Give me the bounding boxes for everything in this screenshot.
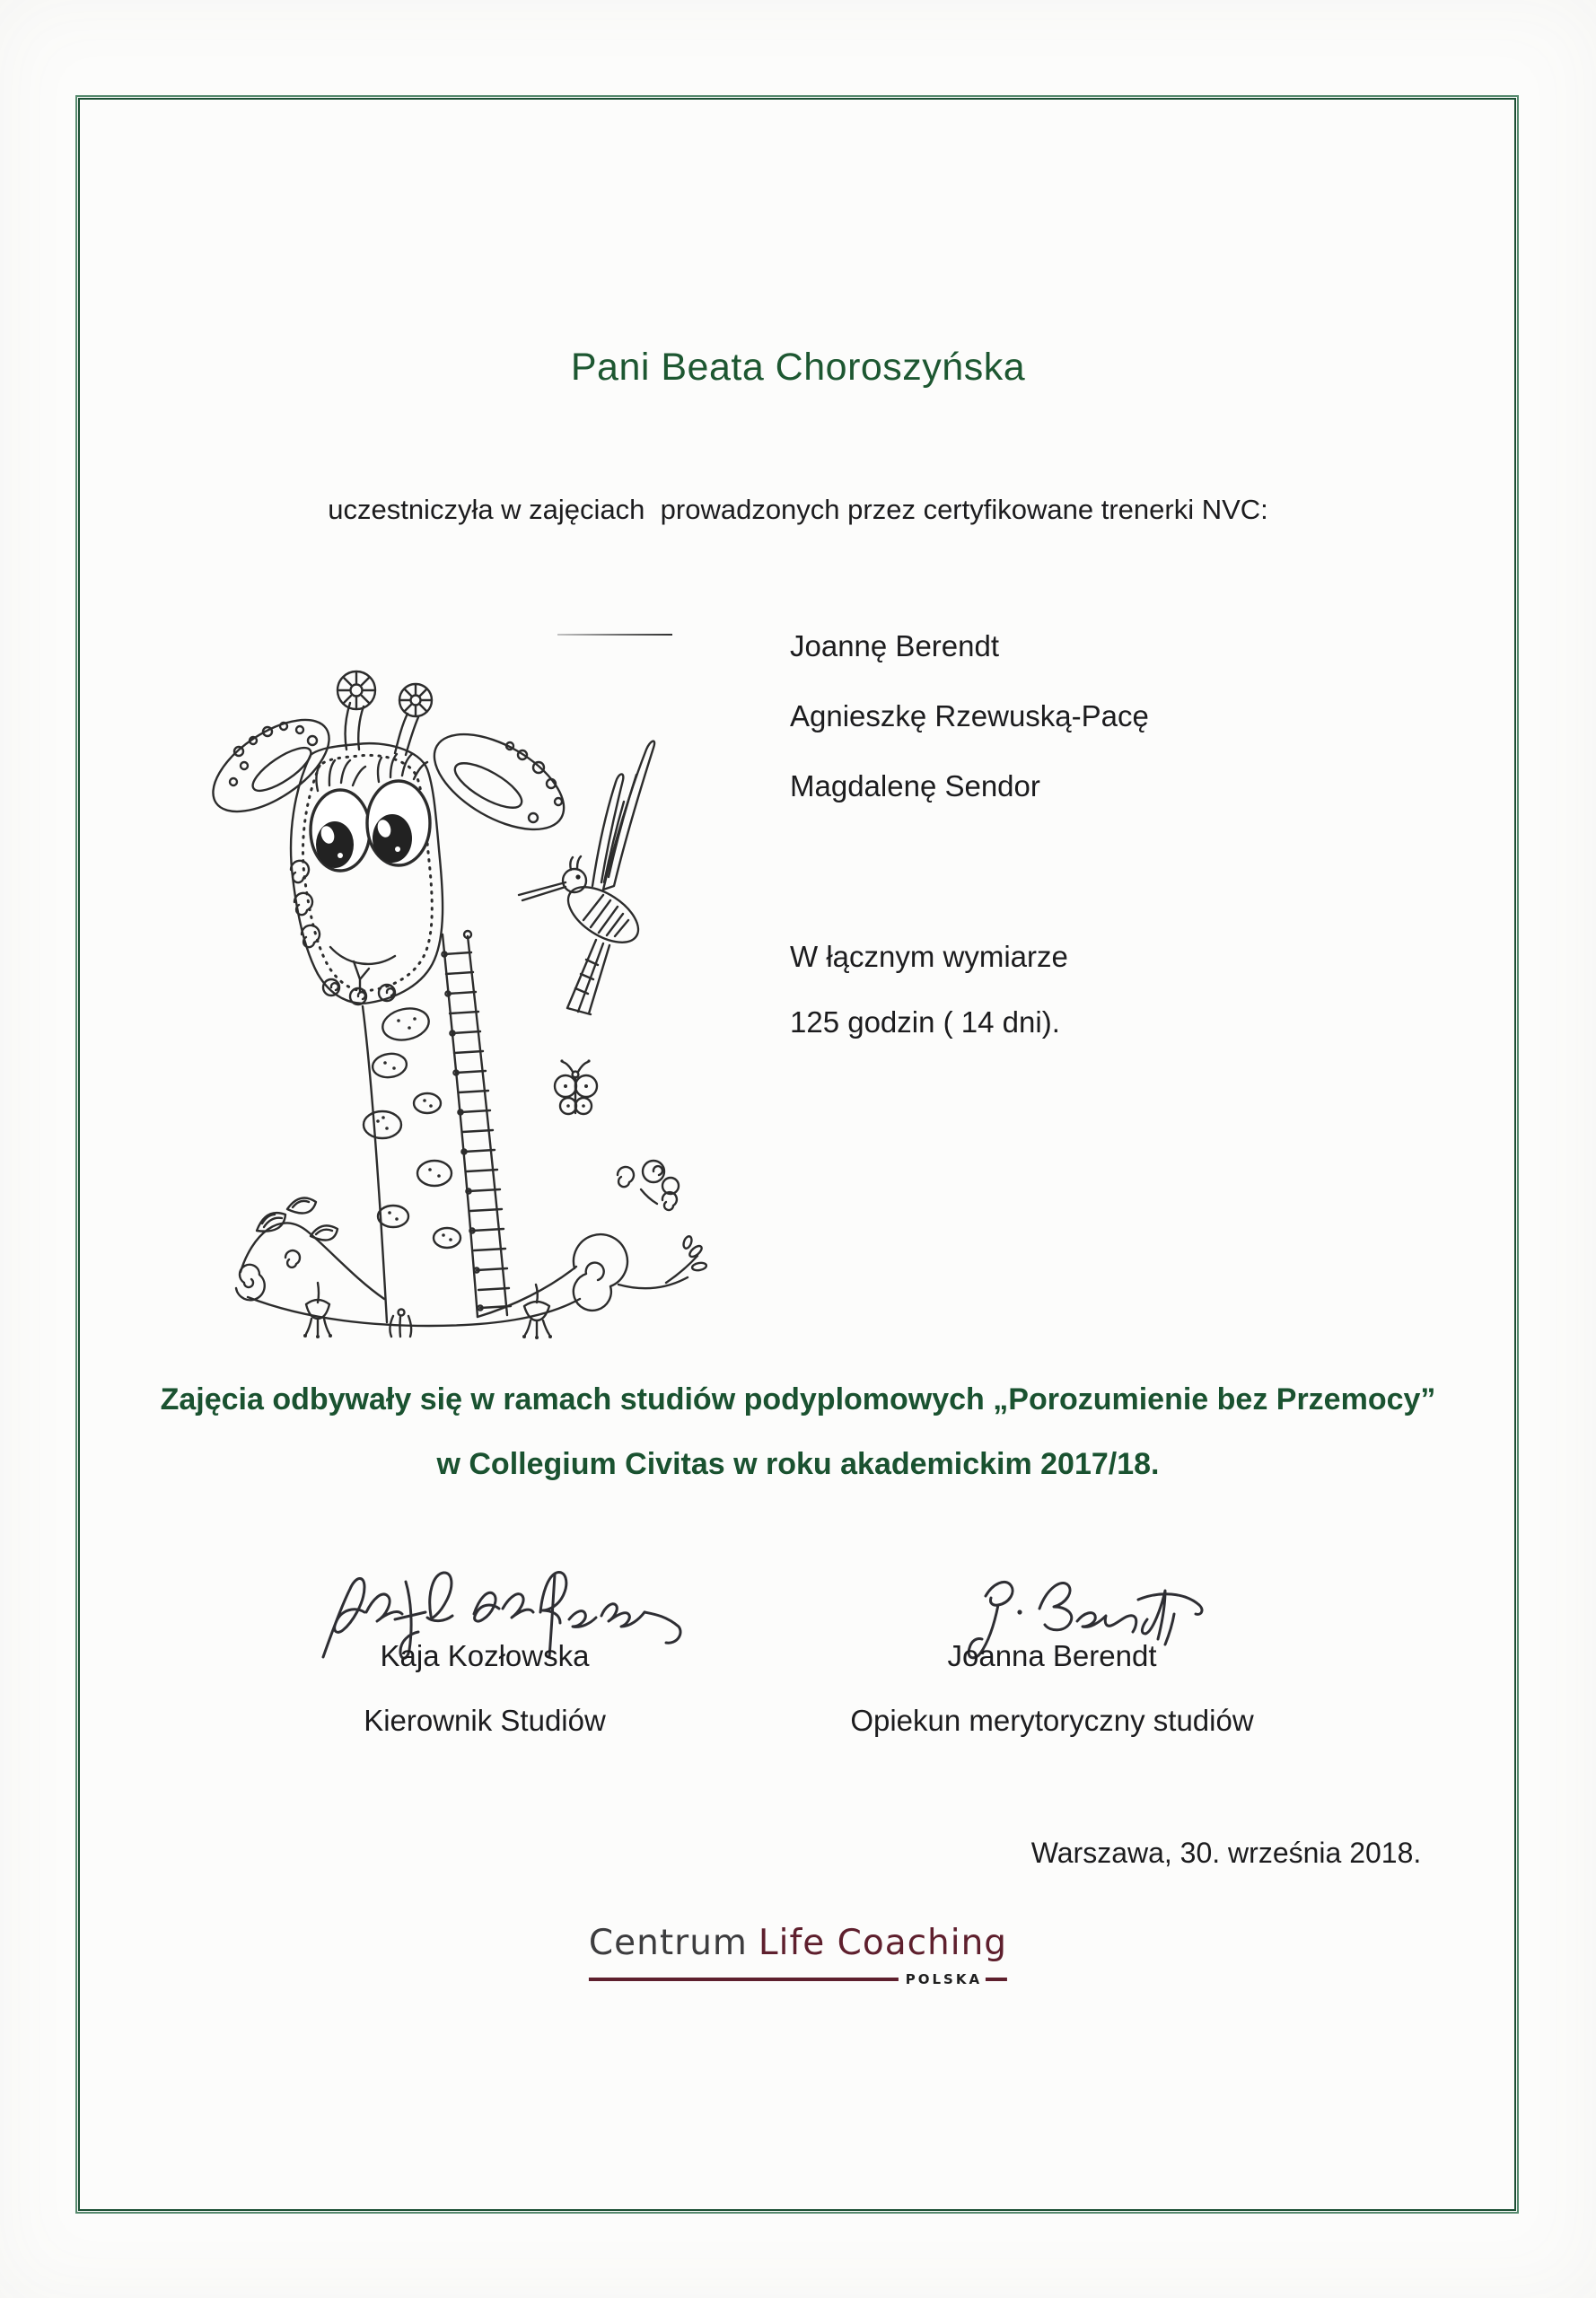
logo-sub-polska: POLSKA xyxy=(905,1971,983,1987)
butterfly-icon xyxy=(555,1059,597,1114)
giraffe-illustration xyxy=(203,653,707,1363)
logo-word-centrum: Centrum xyxy=(588,1923,748,1963)
signatory-title: Opiekun merytoryczny studiów xyxy=(850,1704,1254,1737)
giraffe-right-ear-icon xyxy=(419,715,580,848)
intro-text: uczestniczyła w zajęciach prowadzonych przez certyfikowane trenerki NVC: xyxy=(328,494,1268,525)
signatory-title: Kierownik Studiów xyxy=(364,1704,606,1737)
duration-block xyxy=(790,924,1068,1055)
logo-underline-stub xyxy=(986,1978,1007,1981)
hummingbird-icon xyxy=(519,741,654,1014)
duration-line-2: 125 godzin ( 14 dni). xyxy=(790,1005,1060,1039)
signatory-name: Joanna Berendt xyxy=(947,1639,1157,1672)
trainer-name: Agnieszkę Rzewuską-Pacę xyxy=(790,699,1149,732)
logo-words-life-coaching: Life Coaching xyxy=(758,1923,1008,1963)
recipient-name: Pani Beata Choroszyńska xyxy=(570,346,1026,389)
trainer-name: Magdalenę Sendor xyxy=(790,769,1040,803)
trainer-list xyxy=(790,611,1149,821)
logo-text xyxy=(589,1923,1007,1963)
separator-line xyxy=(557,634,672,636)
logo-underline-bar xyxy=(589,1978,899,1981)
signatory-name: Kaja Kozłowska xyxy=(380,1639,590,1672)
program-line-2: w Collegium Civitas w roku akademickim 2017/18. xyxy=(436,1447,1160,1481)
program-line-1: Zajęcia odbywały się w ramach studiów podyplomowych „Porozumienie bez Przemocy” xyxy=(160,1382,1436,1417)
trainer-name: Joannę Berendt xyxy=(790,629,1000,662)
centrum-life-coaching-logo xyxy=(589,1923,1007,1987)
duration-line-1: W łącznym wymiarze xyxy=(790,940,1068,973)
logo-underline xyxy=(589,1971,1007,1987)
date-place: Warszawa, 30. września 2018. xyxy=(1030,1837,1422,1869)
